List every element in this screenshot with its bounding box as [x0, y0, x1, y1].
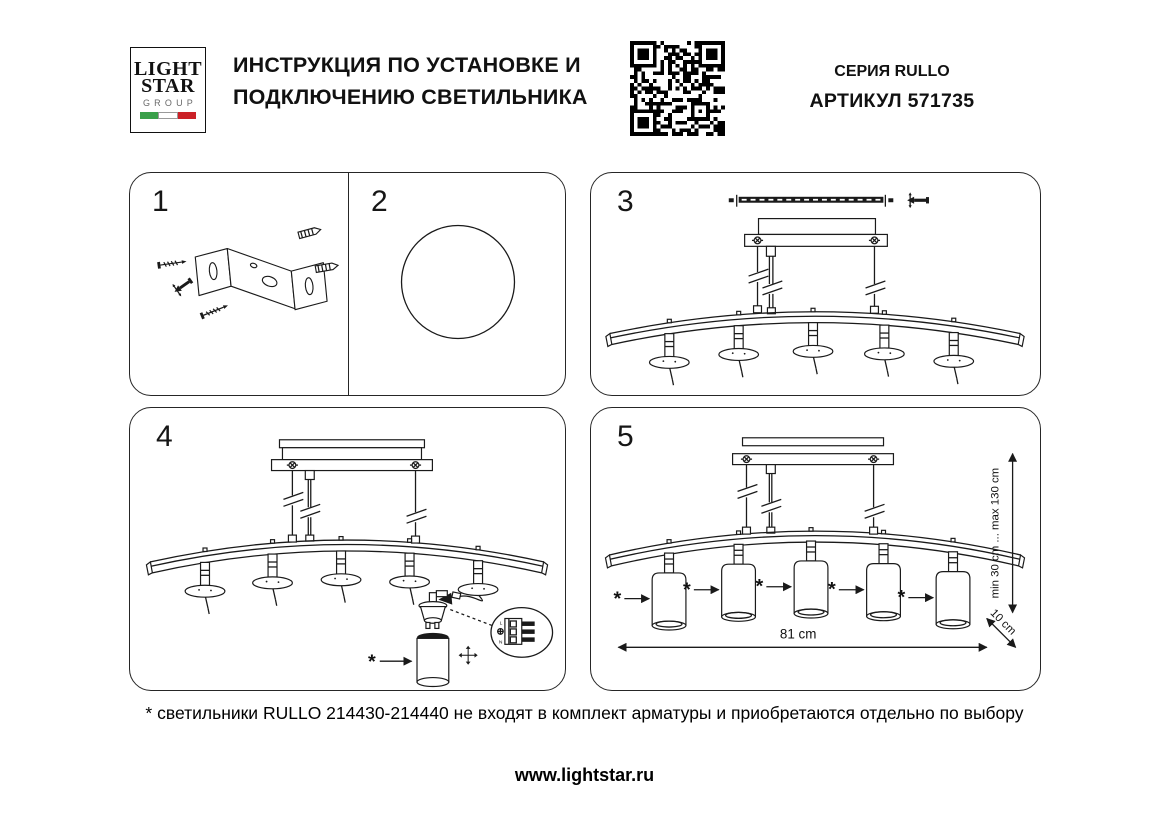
lamp-sockets — [649, 323, 973, 386]
logo-word-light: LIGHT — [133, 58, 203, 80]
footnote: * светильники RULLO 214430-214440 не входят в комплект арматуры и приобретаются отдельно по выбору — [145, 703, 1024, 723]
panel-step-5 — [590, 407, 1041, 691]
height-dimension-label: min 30 cm ... max 130 cm — [989, 467, 1002, 599]
lamp-shades — [652, 541, 970, 630]
step-number-4: 4 — [156, 420, 173, 453]
lightstar-logo — [130, 47, 206, 133]
flag-red-stripe — [178, 112, 196, 119]
terminal-l-label: L — [499, 621, 503, 627]
qr-code-svg — [630, 41, 725, 136]
lamp-shade — [417, 633, 449, 687]
qr-code — [630, 41, 725, 136]
page-title-line1: ИНСТРУКЦИЯ ПО УСТАНОВКЕ И — [233, 53, 581, 77]
final-assembly-drawing — [591, 408, 1040, 690]
italian-flag — [140, 112, 196, 119]
suspension-rods — [738, 465, 885, 534]
asterisk-marker: * — [897, 586, 906, 609]
terminal-detail — [491, 608, 553, 658]
flag-green-stripe — [140, 112, 158, 119]
suspension-rods — [283, 471, 426, 542]
mounting-strip — [729, 192, 929, 208]
asterisk-marker: * — [367, 651, 376, 674]
screw-icon — [907, 192, 929, 208]
ceiling-mount-drawing — [591, 173, 1040, 395]
step-1-2-drawing — [130, 173, 565, 395]
lamp-connector — [419, 591, 447, 629]
asterisk-marker: * — [683, 579, 691, 602]
depth-dimension-label: 10 cm — [987, 607, 1019, 638]
panel-step-3 — [590, 172, 1041, 396]
asterisk-marker: * — [828, 578, 836, 601]
shade-install-drawing — [130, 408, 565, 690]
wiring-detail-drawing — [402, 226, 565, 339]
page-title-line2: ПОДКЛЮЧЕНИЮ СВЕТИЛЬНИКА — [233, 85, 588, 109]
step-number-2: 2 — [371, 185, 388, 218]
panel-step-1-2 — [129, 172, 566, 396]
bracket-drawing — [157, 226, 338, 319]
flag-white-stripe — [158, 112, 178, 119]
product-info — [792, 63, 992, 113]
article-label: АРТИКУЛ 571735 — [809, 90, 975, 112]
step-number-5: 5 — [617, 420, 634, 453]
lamp-sockets — [185, 551, 498, 614]
logo-word-group: GROUP — [142, 98, 197, 108]
page-title — [233, 49, 588, 113]
terminal-n-label: N — [498, 640, 503, 646]
suspension-rods — [749, 246, 886, 313]
asterisk-marker: * — [755, 575, 764, 598]
series-label: СЕРИЯ RULLO — [834, 63, 950, 80]
website-label: www.lightstar.ru — [514, 765, 655, 785]
four-way-arrow-icon — [459, 646, 478, 665]
logo-word-star: STAR — [141, 75, 195, 97]
asterisk-marker: * — [613, 588, 622, 611]
step-number-3: 3 — [617, 185, 634, 218]
width-dimension-label: 81 cm — [779, 626, 817, 642]
panel-step-4 — [129, 407, 566, 691]
step-number-1: 1 — [152, 185, 169, 218]
